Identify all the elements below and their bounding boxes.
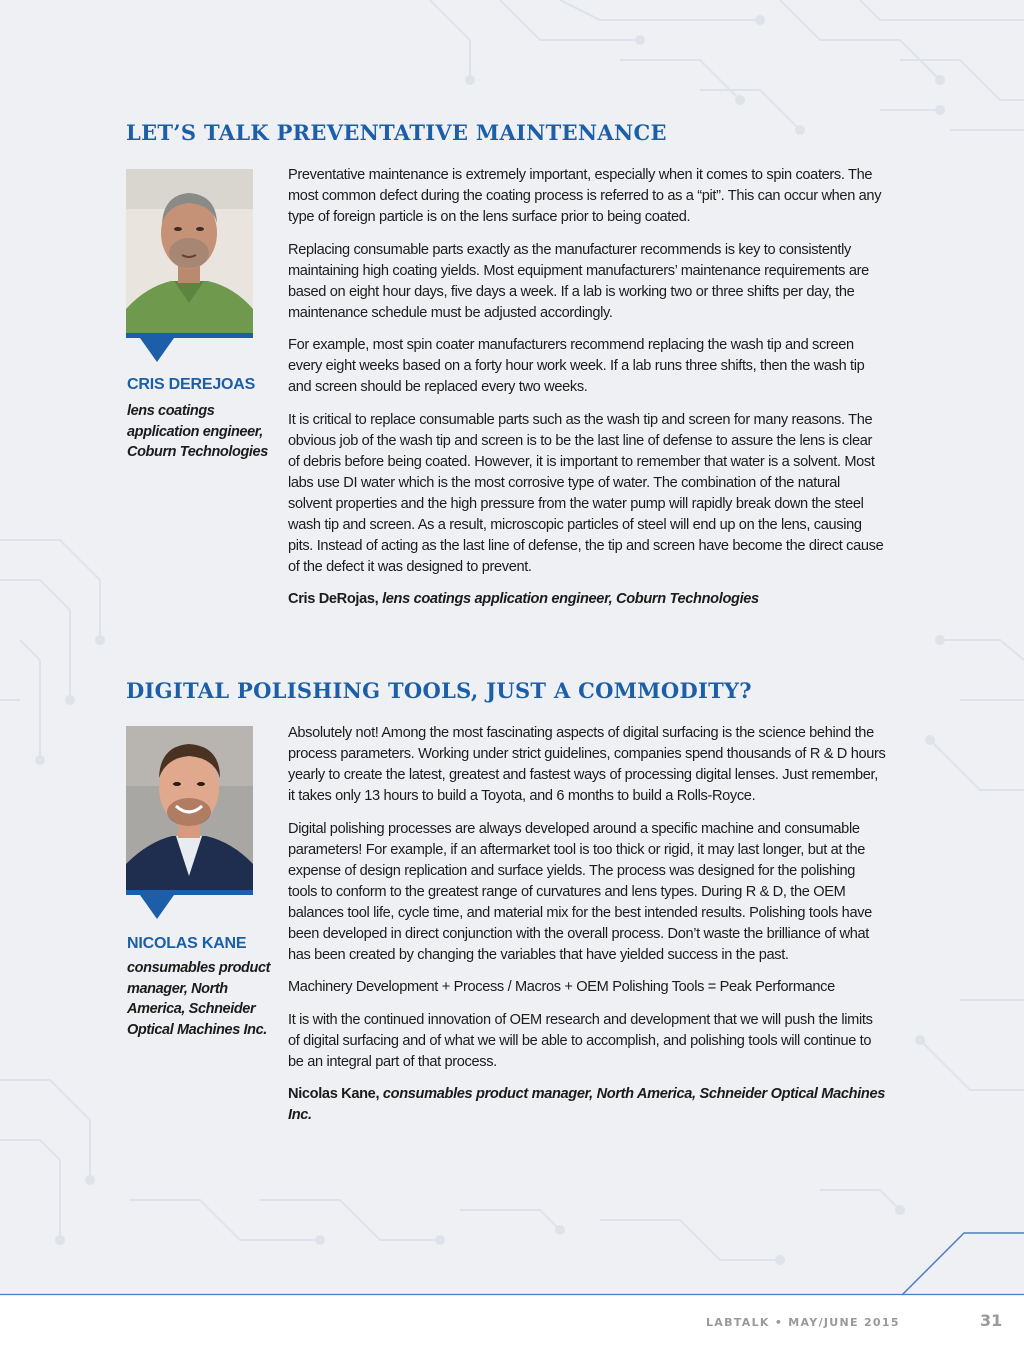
footer-rule — [0, 1293, 1024, 1296]
author-name: NICOLAS KANE — [127, 935, 247, 952]
article-paragraph: Replacing consumable parts exactly as the manufacturer recommends is key to consistently maintaining high coating yields. Most equipment manufacturers’ maintenance requirements are based on eight hour days, five days a week. If a lab is working two or three shifts per day, the maintenance schedule must be adjusted accordingly. — [288, 241, 869, 321]
photo-pointer — [140, 895, 174, 919]
article-paragraph: For example, most spin coater manufacturers recommend replacing the wash tip and screen every eight weeks based on a forty hour work week. If a lab runs three shifts, then the wash tip and screen should be replaced every two weeks. — [288, 337, 865, 395]
signature-role: lens coatings application engineer, Coburn Technologies — [382, 591, 759, 607]
signature-name: Cris DeRojas, — [288, 591, 379, 607]
article-paragraph: It is critical to replace consumable parts such as the wash tip and screen for many reasons. The obvious job of the wash tip and screen is to be the last line of defense to assure the lens is clear of debris before being coated. However, it is important to remember that water is a solvent. Most labs use DI water which is the most corrosive type of water. The combination of the natural solvent properties and the high pressure from the water pump will rapidly break down the steel wash tip and screen. As a result, microscopic particles of steel will end up on the lens, causing pits. Instead of acting as the last line of defense, the tip and screen have become the direct cause of the defect it was designed to prevent. — [288, 411, 884, 575]
author-role: consumables product manager, North America, Schneider Optical Machines Inc. — [127, 960, 271, 1038]
page-number: 31 — [980, 1311, 1003, 1330]
article-body-digital-polishing — [288, 723, 886, 1138]
footer-corner-decoration — [880, 1230, 1024, 1300]
article-paragraph: Preventative maintenance is extremely important, especially when it comes to spin coaters. The most common defect during the coating process is referred to as a “pit”. This can occur when any type of foreign particle is on the lens surface prior to being coated. — [288, 167, 882, 225]
article-paragraph: Machinery Development + Process / Macros + OEM Polishing Tools = Peak Performance — [288, 979, 835, 995]
section-title-preventative-maintenance: LET’S TALK PREVENTATIVE MAINTENANCE — [126, 120, 667, 145]
section-title-digital-polishing: DIGITAL POLISHING TOOLS, JUST A COMMODITY? — [126, 678, 752, 703]
article-signature — [288, 1084, 886, 1126]
author-name: CRIS DEREJOAS — [127, 376, 256, 393]
author-photo-cris — [126, 169, 253, 338]
photo-pointer — [140, 338, 174, 362]
signature-role: consumables product manager, North America, Schneider Optical Machines Inc. — [288, 1086, 885, 1123]
article-paragraph: Digital polishing processes are always developed around a specific machine and consumable parameters! For example, if an aftermarket tool is too thick or rigid, it may last longer, but at the expense of design replication and surface yields. The process was designed for the polishing tools to conform to the greatest range of curvatures and lens types. During R & D, the OEM balances tool life, cycle time, and material mix for the best intended results. Polishing tools have been developed in direct conjunction with the overall process. Don’t waste the brilliance of what has been created by changing the variables that have yielded success in the past. — [288, 820, 872, 963]
author-role: lens coatings application engineer, Coburn Technologies — [127, 403, 268, 460]
article-paragraph: It is with the continued innovation of OEM research and development that we will push the limits of digital surfacing and of what we will be able to accomplish, and polishing tools will continue to be an integral part of that process. — [288, 1011, 873, 1070]
article-signature — [288, 589, 886, 610]
signature-name: Nicolas Kane, — [288, 1086, 380, 1102]
author-photo-nicolas — [126, 726, 253, 895]
article-body-preventative-maintenance — [288, 165, 886, 622]
article-paragraph: Absolutely not! Among the most fascinating aspects of digital surfacing is the science behind the process parameters. Working under strict guidelines, companies spend thousands of R & D hours yearly to create the latest, greatest and fastest ways of processing digital lenses. Just remember, it takes only 13 hours to build a Toyota, and 6 months to build a Rolls-Royce. — [288, 725, 886, 804]
footer-publication: LABTALK • MAY/JUNE 2015 — [706, 1316, 900, 1329]
